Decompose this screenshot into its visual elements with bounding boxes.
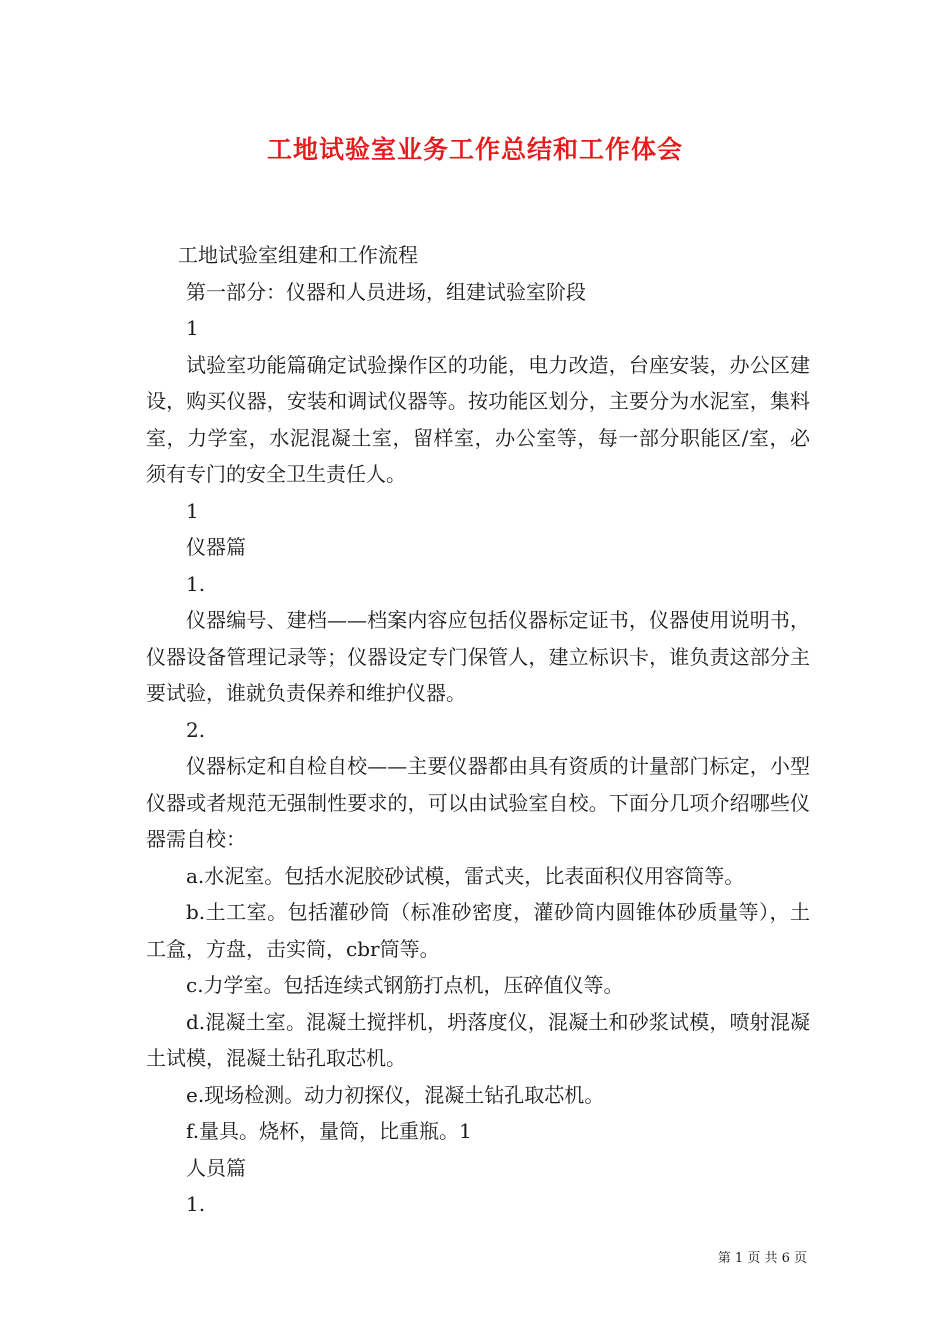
page-number-footer: 第 1 页 共 6 页 bbox=[717, 1251, 807, 1266]
paragraph: b.土工室。包括灌砂筒（标准砂密度，灌砂筒内圆锥体砂质量等），土工盒，方盘，击实筒，cbr筒等。 bbox=[146, 900, 810, 961]
paragraph: 1. bbox=[186, 1192, 206, 1216]
paragraph: 第一部分：仪器和人员进场，组建试验室阶段 bbox=[186, 279, 586, 304]
paragraph: 人员篇 bbox=[186, 1155, 246, 1180]
paragraph: a.水泥室。包括水泥胶砂试模，雷式夹，比表面积仪用容筒等。 bbox=[186, 863, 745, 888]
paragraph: 仪器标定和自检自校——主要仪器都由具有资质的计量部门标定，小型仪器或者规范无强制性要求的，可以由试验室自校。下面分几项介绍哪些仪器需自校： bbox=[146, 754, 810, 851]
paragraph: 1 bbox=[186, 498, 199, 523]
document-title: 工地试验室业务工作总结和工作体会 bbox=[266, 135, 683, 164]
paragraph: 仪器编号、建档——档案内容应包括仪器标定证书，仪器使用说明书，仪器设备管理记录等；仪器设定专门保管人，建立标识卡，谁负责这部分主要试验，谁就负责保养和维护仪器。 bbox=[146, 608, 810, 705]
paragraph: 试验室功能篇确定试验操作区的功能，电力改造，台座安装，办公区建设，购买仪器，安装和调试仪器等。按功能区划分，主要分为水泥室，集料室，力学室，水泥混凝土室，留样室，办公室等，每一部分职能区/室，必须有专门的安全卫生责任人。 bbox=[146, 352, 810, 486]
paragraph: c.力学室。包括连续式钢筋打点机，压碎值仪等。 bbox=[186, 973, 624, 997]
paragraph: d.混凝土室。混凝土搅拌机，坍落度仪，混凝土和砂浆试模，喷射混凝土试模，混凝土钻孔取芯机。 bbox=[146, 1009, 810, 1070]
paragraph: e.现场检测。动力初探仪，混凝土钻孔取芯机。 bbox=[186, 1082, 605, 1107]
paragraph: 工地试验室组建和工作流程 bbox=[178, 243, 418, 267]
paragraph: 2. bbox=[186, 717, 206, 742]
paragraph: 仪器篇 bbox=[186, 535, 246, 559]
paragraph: 1 bbox=[186, 316, 199, 340]
document-body bbox=[146, 237, 810, 1223]
paragraph: f.量具。烧杯，量筒，比重瓶。1 bbox=[186, 1119, 472, 1143]
paragraph: 1. bbox=[186, 571, 206, 596]
